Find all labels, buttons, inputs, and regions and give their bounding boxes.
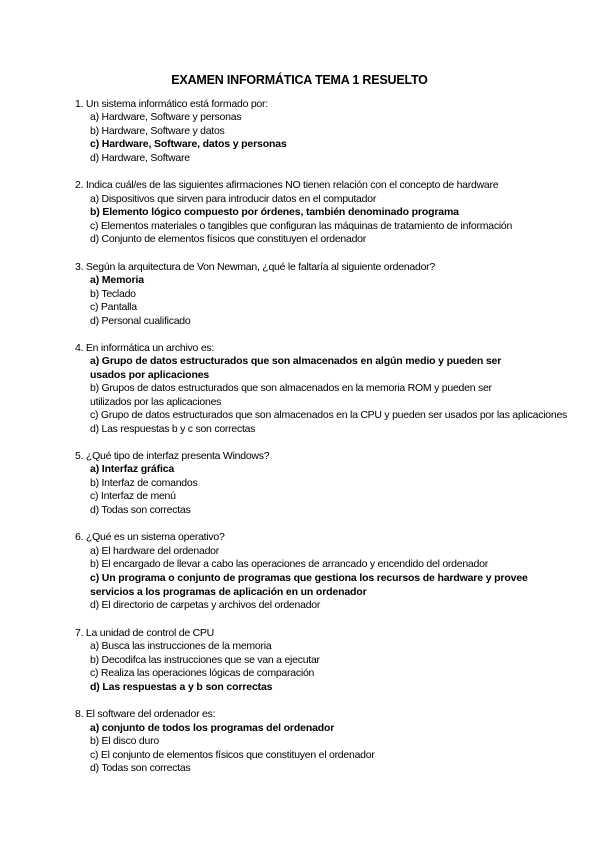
question-2-option-d: d) Conjunto de elementos físicos que constituyen el ordenador [90, 233, 367, 245]
question-8-text: 8. El software del ordenador es: [75, 708, 216, 720]
question-6-option-a: a) El hardware del ordenador [90, 545, 219, 557]
question-5-option-b: b) Interfaz de comandos [90, 477, 198, 489]
question-1-option-d: d) Hardware, Software [90, 152, 190, 164]
question-5-option-d: d) Todas son correctas [90, 504, 191, 516]
question-7-text: 7. La unidad de control de CPU [75, 627, 215, 639]
question-3-text: 3. Según la arquitectura de Von Newman, ¿qué le faltaría al siguiente ordenador? [75, 261, 435, 273]
question-4-option-b: b) Grupos de datos estructurados que son almacenados en la memoria ROM y pueden ser utilizados por las aplicaciones [90, 382, 492, 408]
question-5-option-a-correct: a) Interfaz gráfica [90, 463, 175, 475]
question-1-text: 1. Un sistema informático está formado por: [75, 98, 268, 110]
question-3-option-a-correct: a) Memoria [90, 274, 144, 286]
question-6-option-d: d) El directorio de carpetas y archivos del ordenador [90, 599, 321, 611]
question-4-option-d: d) Las respuestas b y c son correctas [90, 423, 256, 435]
question-7-option-b: b) Decodifca las instrucciones que se van a ejecutar [90, 654, 320, 666]
question-2-option-c: c) Elementos materiales o tangibles que configuran las máquinas de tratamiento de información [90, 220, 513, 232]
question-2-option-b-correct: b) Elemento lógico compuesto por órdenes, también denominado programa [90, 206, 459, 218]
question-2-option-a: a) Dispositivos que sirven para introducir datos en el computador [90, 193, 377, 205]
question-4-option-a-correct: a) Grupo de datos estructurados que son almacenados en algún medio y pueden ser usados por aplicaciones [90, 355, 502, 381]
question-6-option-c-correct: c) Un programa o conjunto de programas que gestiona los recursos de hardware y provee servicios a los programas de aplicación en un ordenador [90, 572, 528, 598]
question-3-option-b: b) Teclado [90, 288, 136, 300]
question-7-option-c: c) Realiza las operaciones lógicas de comparación [90, 667, 315, 679]
question-7-option-d-correct: d) Las respuestas a y b son correctas [90, 681, 273, 693]
question-5-text: 5. ¿Qué tipo de interfaz presenta Windows? [75, 450, 270, 462]
question-3-option-c: c) Pantalla [90, 301, 137, 313]
question-5-option-c: c) Interfaz de menú [90, 490, 176, 502]
question-4-option-c: c) Grupo de datos estructurados que son almacenados en la CPU y pueden ser usados por las aplicaciones [90, 409, 568, 421]
question-1-option-b: b) Hardware, Software y datos [90, 125, 225, 137]
question-8-option-d: d) Todas son correctas [90, 762, 191, 774]
question-1-option-c-correct: c) Hardware, Software, datos y personas [90, 138, 287, 150]
question-1-option-a: a) Hardware, Software y personas [90, 111, 242, 123]
question-4-text: 4. En informática un archivo es: [75, 342, 215, 354]
question-8-option-a-correct: a) conjunto de todos los programas del ordenador [90, 722, 335, 734]
question-6-option-b: b) El encargado de llevar a cabo las operaciones de arrancado y encendido del ordenador [90, 558, 488, 570]
question-8-option-c: c) El conjunto de elementos físicos que constituyen el ordenador [90, 749, 375, 761]
page-title: EXAMEN INFORMÁTICA TEMA 1 RESUELTO [171, 73, 428, 87]
question-8-option-b: b) El disco duro [90, 735, 159, 747]
question-6-text: 6. ¿Qué es un sistema operativo? [75, 531, 225, 543]
question-3-option-d: d) Personal cualificado [90, 315, 191, 327]
question-7-option-a: a) Busca las instrucciones de la memoria [90, 640, 272, 652]
question-2-text: 2. Indica cuál/es de las siguientes afirmaciones NO tienen relación con el concepto de hardware [75, 179, 499, 191]
